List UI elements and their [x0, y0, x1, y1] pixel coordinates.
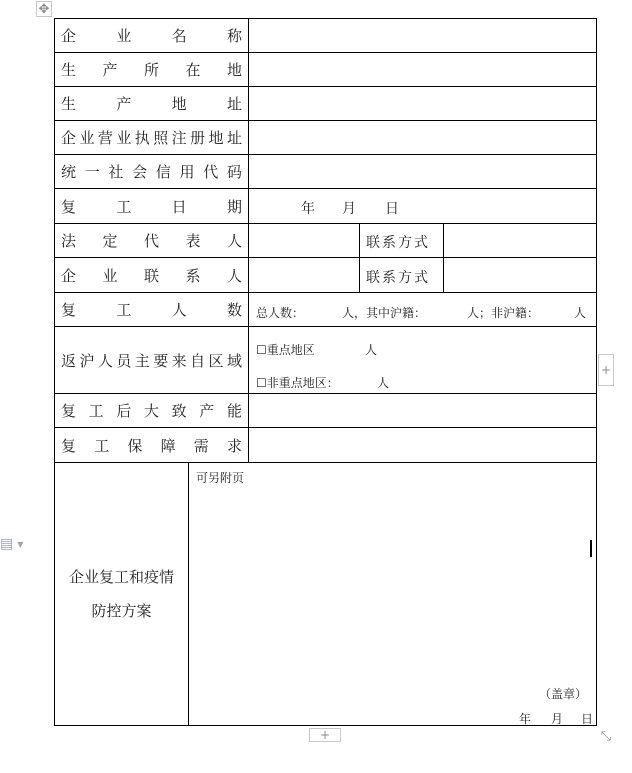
legal-rep-contact-label: 联系方式: [366, 235, 430, 251]
plan-year: 年: [519, 712, 532, 726]
label-production-address: 生 产 地 址: [61, 95, 242, 113]
resume-date-field[interactable]: [249, 189, 596, 223]
label-legal-rep: 法 定 代 表 人: [61, 232, 242, 250]
plus-icon: +: [600, 363, 612, 377]
plan-field[interactable]: [189, 463, 596, 725]
workers-total-label: 总人数：: [256, 306, 305, 320]
label-return-region: 返 沪 人 员 主 要 来 自 区 域: [61, 351, 242, 370]
label-plan: [55, 463, 188, 725]
capacity-field[interactable]: [249, 394, 596, 427]
text-cursor: [590, 540, 592, 557]
label-capacity: 复 工 后 大 致 产 能: [61, 402, 242, 420]
legal-rep-field[interactable]: [249, 224, 359, 257]
return-region-field[interactable]: [249, 327, 596, 393]
workers-nonlocal-unit: 人: [574, 306, 587, 320]
label-contact-person: 企 业 联 系 人: [61, 266, 242, 285]
table-resize-handle[interactable]: [598, 728, 614, 744]
contact-person-contact-field[interactable]: [444, 258, 596, 292]
contact-person-field[interactable]: [249, 258, 359, 292]
move-icon: ✥: [38, 1, 50, 17]
plan-label-line1: 企业复工和疫情: [68, 568, 174, 586]
add-row-button[interactable]: [309, 728, 341, 742]
label-resume-date: 复 工 日 期: [61, 197, 242, 216]
workers-nonlocal-label: 人；非沪籍：: [467, 306, 540, 320]
chevron-down-icon: ▼: [17, 539, 24, 549]
add-column-button[interactable]: [598, 354, 614, 386]
plan-label-line2: 防控方案: [91, 602, 152, 620]
key-area-unit: 人: [365, 343, 378, 357]
worker-count-field[interactable]: [249, 293, 596, 326]
support-needs-field[interactable]: [249, 428, 596, 462]
date-year: 年: [301, 201, 315, 217]
company-name-field[interactable]: [249, 19, 596, 52]
plan-month: 月: [551, 712, 564, 726]
nonkey-area-checkbox[interactable]: ☐非重点地区：: [256, 376, 339, 390]
label-credit-code: 统 一 社 会 信 用 代 码: [61, 163, 242, 181]
resize-icon: ⤡: [600, 728, 612, 744]
date-day: 日: [385, 201, 399, 217]
legal-rep-contact-field[interactable]: [444, 224, 596, 257]
date-month: 月: [342, 201, 356, 217]
production-location-field[interactable]: [249, 53, 596, 86]
registered-address-field[interactable]: [249, 121, 596, 154]
table-move-handle[interactable]: [36, 1, 52, 17]
label-registered-address: 企 业 营 业 执 照 注 册 地 址: [61, 129, 242, 147]
contact-person-contact-label: 联系方式: [366, 270, 430, 286]
key-area-checkbox[interactable]: ☐重点地区: [256, 343, 315, 357]
nonkey-area-unit: 人: [377, 376, 390, 390]
workers-local-label: 人，其中沪籍：: [342, 306, 427, 320]
label-production-location: 生 产 所 在 地: [61, 61, 242, 79]
document-icon[interactable]: ▤ ▼: [0, 536, 24, 552]
plus-icon: +: [319, 728, 331, 742]
plan-seal: （盖章）: [539, 687, 588, 701]
form-table: [54, 18, 597, 726]
label-company-name: 企 业 名 称: [61, 27, 242, 45]
label-worker-count: 复 工 人 数: [61, 301, 242, 319]
label-support-needs: 复 工 保 障 需 求: [61, 436, 242, 455]
credit-code-field[interactable]: [249, 155, 596, 188]
plan-note: 可另附页: [196, 471, 245, 485]
production-address-field[interactable]: [249, 87, 596, 120]
plan-day: 日: [581, 712, 594, 726]
